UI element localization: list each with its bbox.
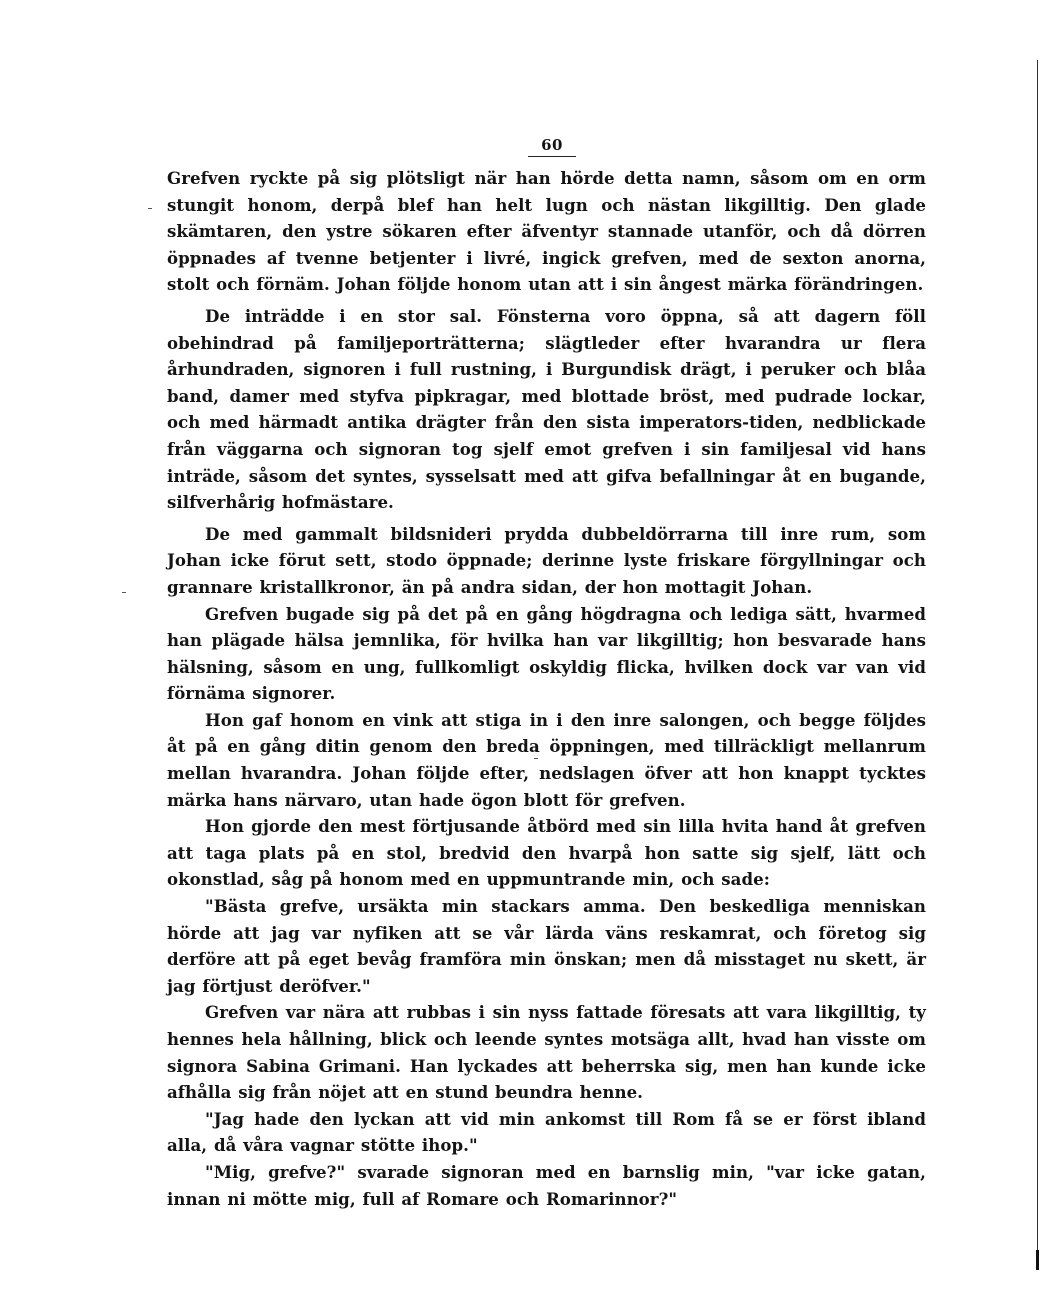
page-edge-line	[1037, 60, 1038, 1265]
paragraph: Grefven var nära att rubbas i sin nyss fattade föresats att vara likgilltig, ty hennes hela hållning, blick och leende syntes motsäga allt, hvad han visste om signora Sabina Grimani. Han lyckades att beherrska sig, men han kunde icke afhålla sig från nöjet att en stund beundra henne.	[167, 1002, 926, 1103]
paragraph: Hon gjorde den mest förtjusande åtbörd med sin lilla hvita hand åt grefven att taga plats på en stol, bredvid den hvarpå hon satte sig sjelf, lätt och okonstlad, såg på honom med en uppmuntrande min, och sade:	[167, 816, 926, 890]
scan-speck	[534, 758, 538, 759]
paragraph: De inträdde i en stor sal. Fönsterna voro öppna, så att dagern föll obehindrad på familjeporträtterna; slägtleder efter hvarandra ur flera århundraden, signoren i full rustning, i Burgundisk drägt, i peruker och blåa band, damer med styfva pipkragar, med blottade bröst, med pudrade lockar, och med härmadt antika drägter från den sista imperators-tiden, nedblickade från väggarna och signoran tog sjelf emot grefven i sin familjesal vid hans inträde, såsom det syntes, sysselsatt med att gifva befallningar åt en bugande, silfverhårig hofmästare.	[167, 305, 926, 513]
page-number-rule	[528, 156, 576, 157]
paragraph: De med gammalt bildsnideri prydda dubbeldörrarna till inre rum, som Johan icke förut sett, stodo öppnade; derinne lyste friskare förgyllningar och grannare kristallkronor, än på andra sidan, der hon mottagit Johan.	[167, 523, 926, 597]
paragraph: Hon gaf honom en vink att stiga in i den inre salongen, och begge följdes åt på en gång ditin genom den breda öppningen, med tillräckligt mellanrum mellan hvarandra. Johan följde efter, nedslagen öfver att hon knappt tycktes märka hans närvaro, utan hade ögon blott för grefven.	[167, 709, 926, 810]
paragraph: Grefven ryckte på sig plötsligt när han hörde detta namn, såsom om en orm stungit honom, derpå blef han helt lugn och nästan likgilltig. Den glade skämtaren, den ystre sökaren efter äfventyr stannade utanför, och då dörren öppnades af tvenne betjenter i livré, ingick grefven, med de sexton anorna, stolt och förnäm. Johan följde honom utan att i sin ångest märka förändringen.	[167, 168, 926, 295]
page-edge-mark	[1036, 1250, 1039, 1270]
paragraph: "Bästa grefve, ursäkta min stackars amma. Den beskedliga menniskan hörde att jag var nyfiken att se vår lärda väns reskamrat, och företog sig derföre att på eget bevåg framföra min önskan; men då misstaget nu skett, är jag förtjust deröfver."	[167, 896, 926, 996]
body-text	[167, 165, 926, 1212]
paragraph: "Jag hade den lyckan att vid min ankomst till Rom få se er först ibland alla, då våra vagnar stötte ihop."	[167, 1108, 926, 1156]
page-number: 60	[541, 136, 563, 154]
paragraph: Grefven bugade sig på det på en gång högdragna och lediga sätt, hvarmed han plägade hälsa jemnlika, för hvilka han var likgilltig; hon besvarade hans hälsning, såsom en ung, fullkomligt oskyldig flicka, hvilken dock var van vid förnäma signorer.	[167, 603, 926, 704]
scan-speck	[148, 208, 152, 209]
paragraph: "Mig, grefve?" svarade signoran med en barnslig min, "var icke gatan, innan ni mötte mig, full af Romare och Romarinnor?"	[167, 1161, 926, 1209]
scan-speck	[122, 592, 126, 593]
